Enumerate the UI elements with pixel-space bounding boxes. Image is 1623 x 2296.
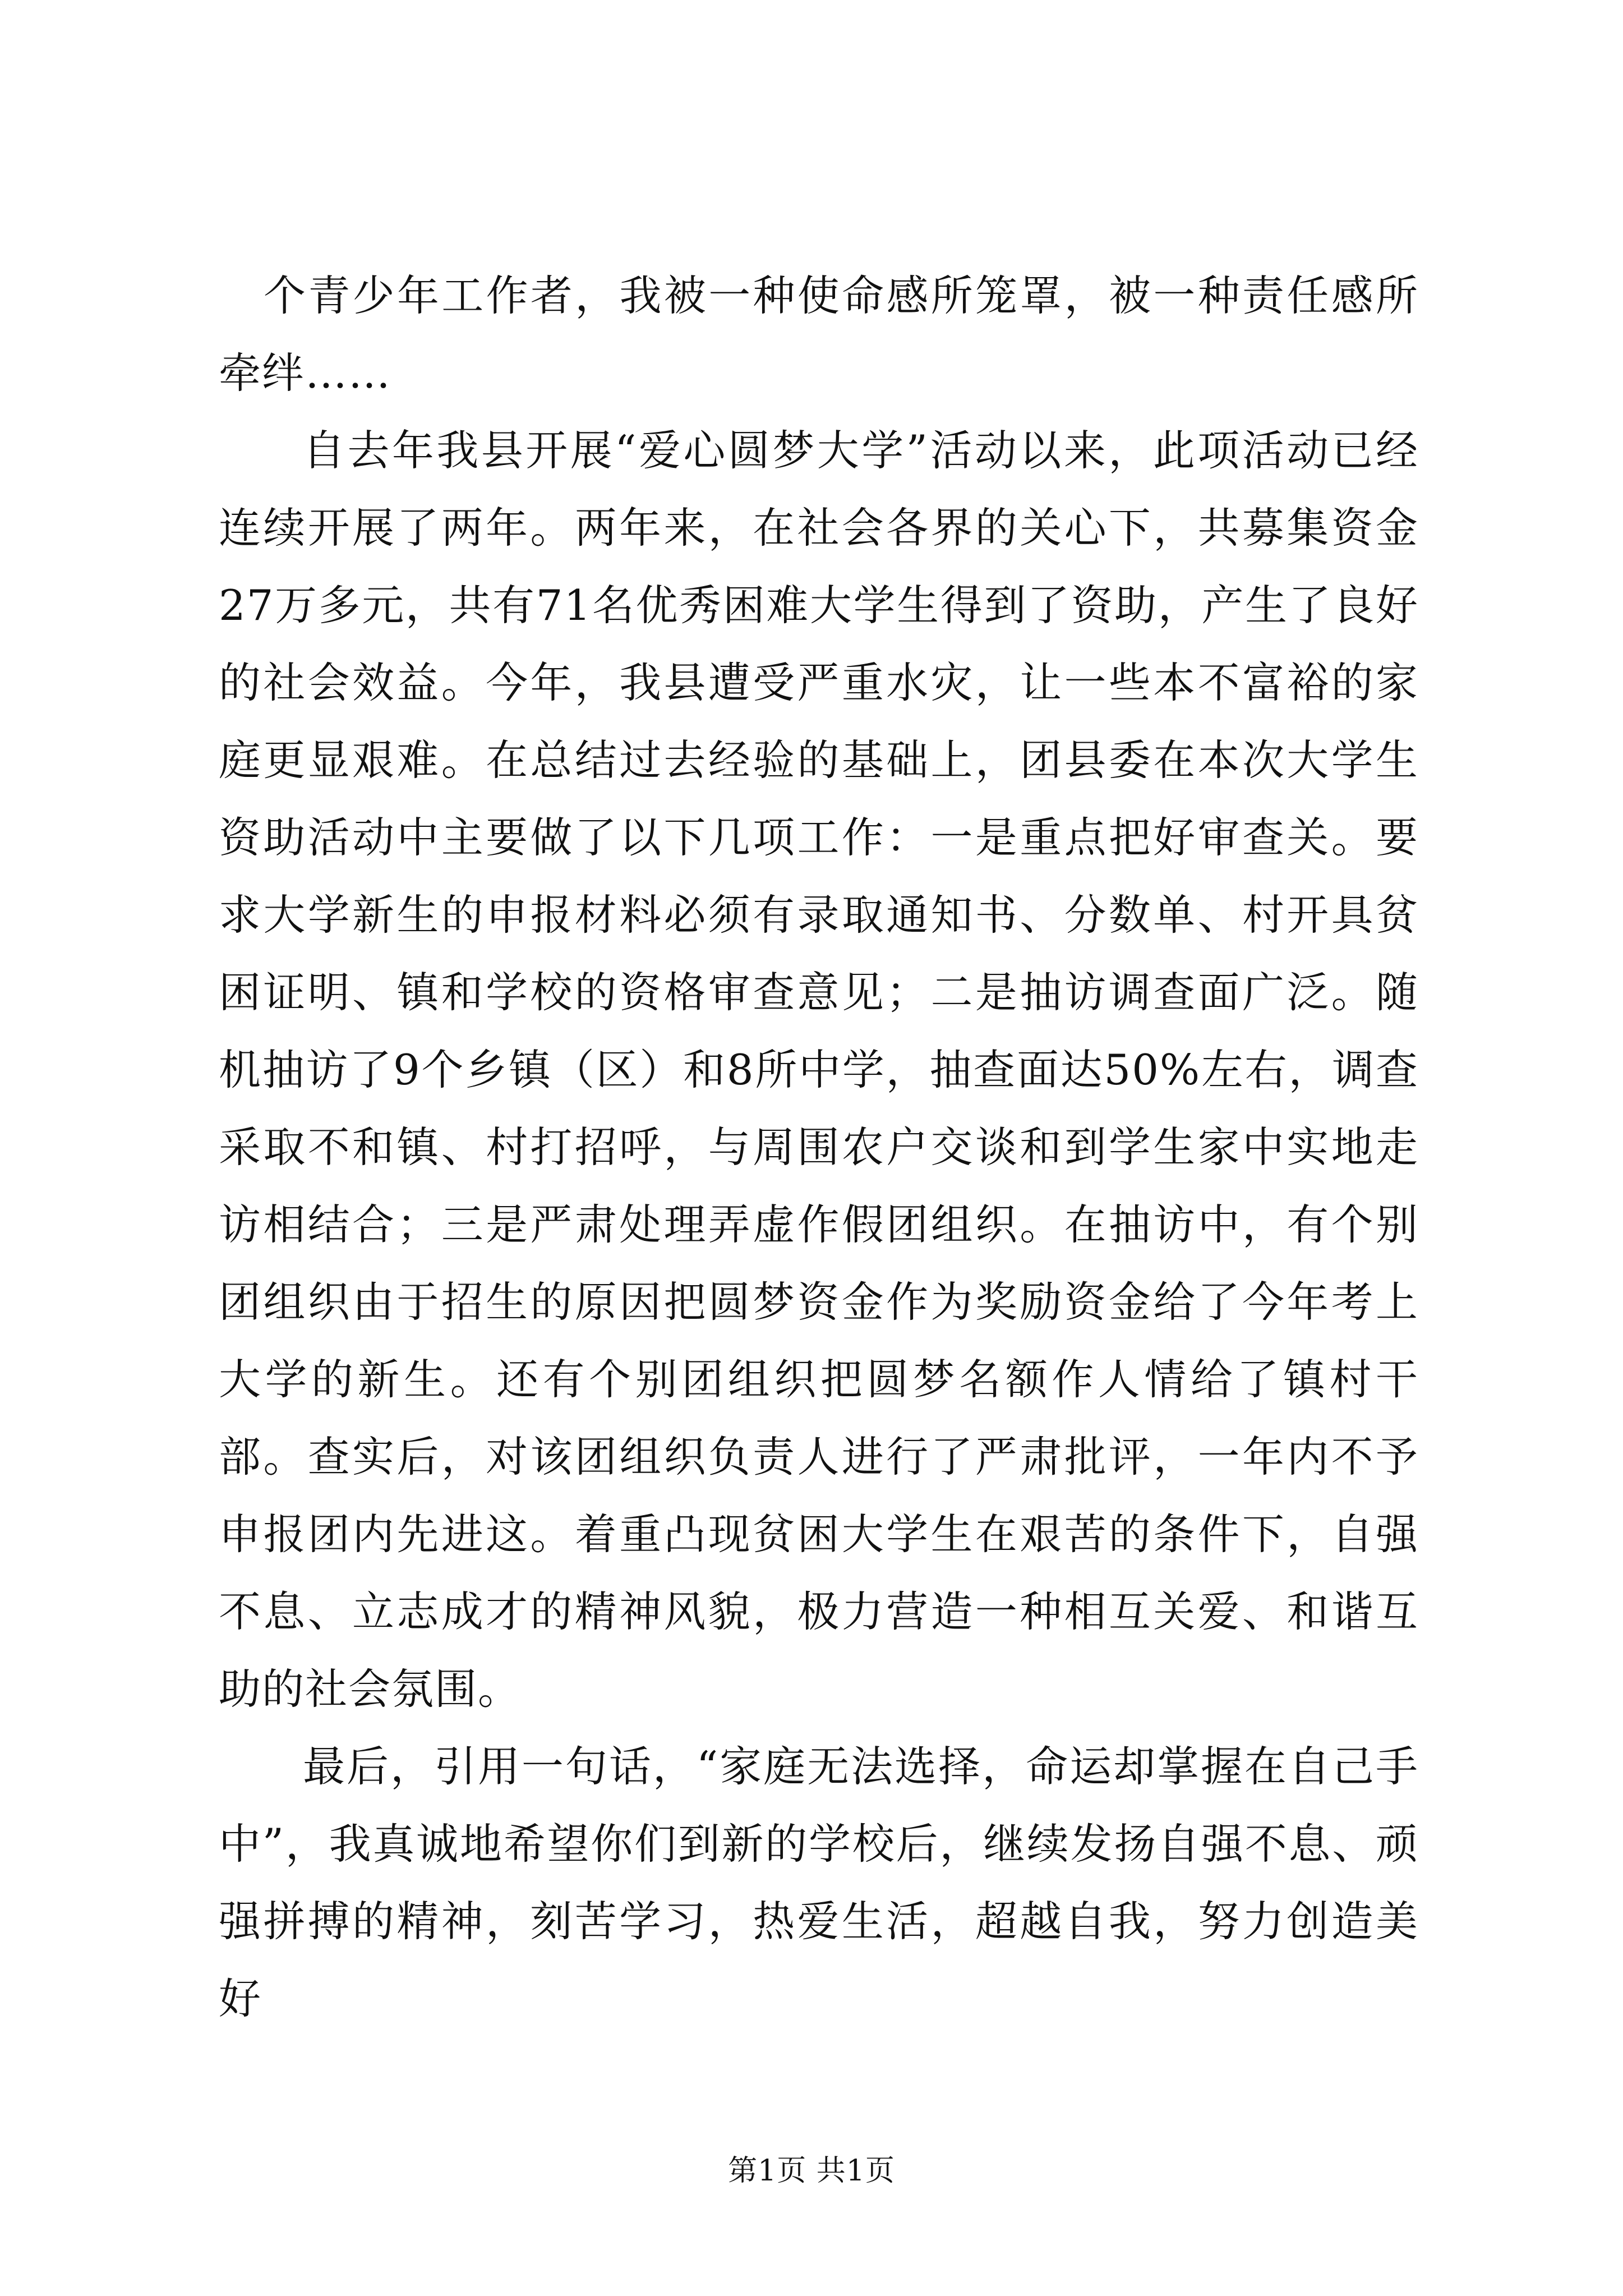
paragraph-1: 个青少年工作者，我被一种使命感所笼罩，被一种责任感所牵绊…… bbox=[219, 271, 1419, 398]
page-footer: 第1页 共1页 bbox=[728, 2154, 895, 2188]
document-body bbox=[219, 257, 1419, 2037]
paragraph-3: 最后，引用一句话，“家庭无法选择，命运却掌握在自己手中”，我真诚地希望你们到新的学校后，继续发扬自强不息、顽强拼搏的精神，刻苦学习，热爱生活，超越自我，努力创造美好 bbox=[219, 1742, 1419, 2023]
paragraph-2: 自去年我县开展“爱心圆梦大学”活动以来，此项活动已经连续开展了两年。两年来，在社会各界的关心下，共募集资金27万多元，共有71名优秀困难大学生得到了资助，产生了良好的社会效益。今年，我县遭受严重水灾，让一些本不富裕的家庭更显艰难。在总结过去经验的基础上，团县委在本次大学生资助活动中主要做了以下几项工作：一是重点把好审查关。要求大学新生的申报材料必须有录取通知书、分数单、村开具贫困证明、镇和学校的资格审查意见；二是抽访调查面广泛。随机抽访了9个乡镇（区）和8所中学，抽查面达50%左右，调查采取不和镇、村打招呼，与周围农户交谈和到学生家中实地走访相结合；三是严肃处理弄虚作假团组织。在抽访中，有个别团组织由于招生的原因把圆梦资金作为奖励资金给了今年考上大学的新生。还有个别团组织把圆梦名额作人情给了镇村干部。查实后，对该团组织负责人进行了严肃批评，一年内不予申报团内先进这。着重凸现贫困大学生在艰苦的条件下，自强不息、立志成才的精神风貌，极力营造一种相互关爱、和谐互助的社会氛围。 bbox=[219, 426, 1419, 1714]
